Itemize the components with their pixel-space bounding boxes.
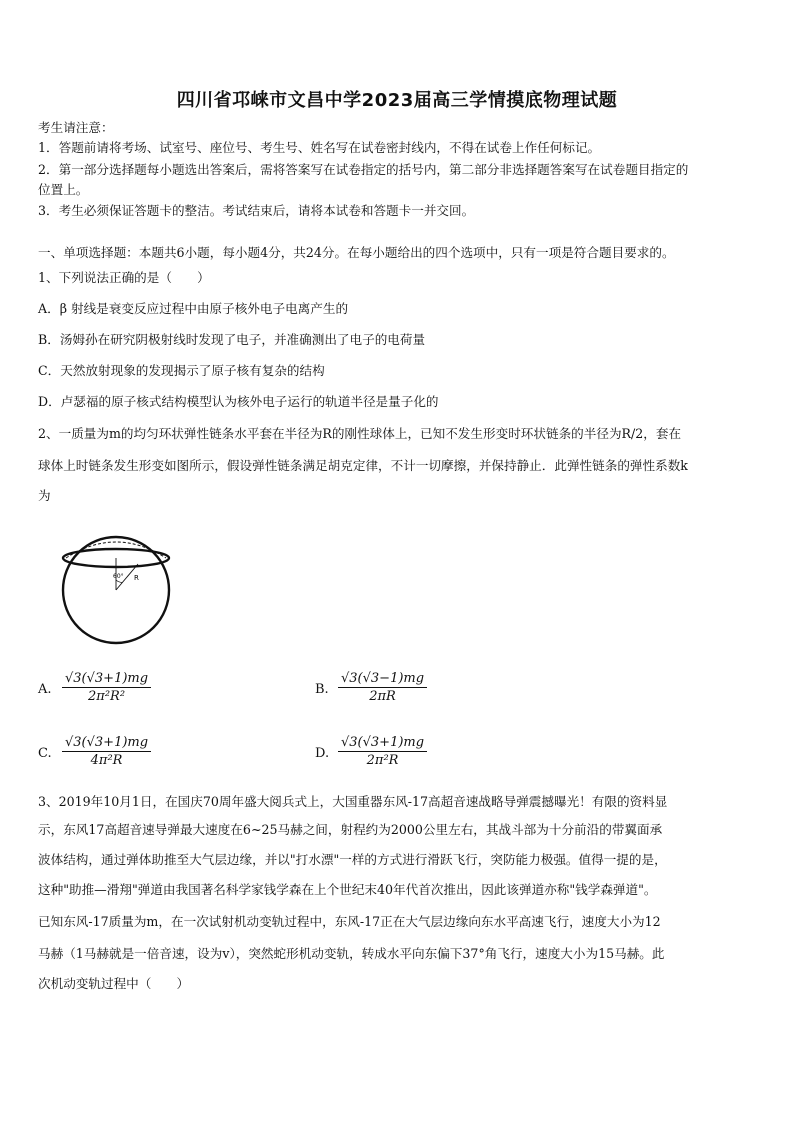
- exam-title: 四川省邛崃市文昌中学2023届高三学情摸底物理试题: [176, 90, 618, 111]
- fraction-numerator: √3(√3−1)mg: [338, 671, 427, 688]
- question-2-option-d-letter: D.: [315, 746, 330, 761]
- fraction-denominator: 4π²R: [90, 753, 123, 768]
- question-2-option-a-letter: A.: [38, 682, 52, 697]
- fraction-denominator: 2πR: [369, 689, 396, 704]
- question-2-option-d-fraction: [338, 735, 427, 768]
- notice-item: 2．第一部分选择题每小题选出答案后，需将答案写在试卷指定的括号内，第二部分非选择题答案写在试卷题目指定的: [38, 162, 689, 177]
- question-2-option-c-letter: C.: [38, 746, 52, 761]
- notice-heading: 考生请注意：: [38, 120, 114, 135]
- fraction-numerator: √3(√3+1)mg: [338, 735, 427, 752]
- question-2-stem: 2、一质量为m的均匀环状弹性链条水平套在半径为R的刚性球体上，已知不发生形变时环状链条的半径为R/2，套在: [38, 426, 682, 441]
- question-1-option-c: C．天然放射现象的发现揭示了原子核有复杂的结构: [38, 363, 325, 378]
- radius-label: R: [134, 574, 139, 582]
- section-heading: 一、单项选择题：本题共6小题，每小题4分，共24分。在每小题给出的四个选项中，只有一项是符合题目要求的。: [38, 245, 675, 260]
- fraction-numerator: √3(√3+1)mg: [62, 735, 151, 752]
- question-2-option-c-fraction: [62, 735, 151, 768]
- angle-arc: [116, 580, 123, 583]
- notice-item: 3．考生必须保证答题卡的整洁。考试结束后，请将本试卷和答题卡一并交回。: [38, 203, 475, 218]
- question-2-stem: 球体上时链条发生形变如图所示，假设弹性链条满足胡克定律，不计一切摩擦，并保持静止．此弹性链条的弹性系数k: [38, 458, 688, 473]
- question-2-option-b-fraction: [338, 671, 427, 704]
- fraction-numerator: √3(√3+1)mg: [62, 671, 151, 688]
- notice-item: 位置上。: [38, 182, 89, 197]
- angle-label: 60°: [113, 573, 124, 580]
- fraction-denominator: 2π²R: [366, 753, 399, 768]
- question-1-option-b: B．汤姆孙在研究阴极射线时发现了电子，并准确测出了电子的电荷量: [38, 332, 426, 347]
- question-3-paragraph: 次机动变轨过程中（ ）: [38, 976, 190, 991]
- question-3-paragraph: 示，东风17高超音速导弹最大速度在6~25马赫之间，射程约为2000公里左右，其战斗部为十分前沿的带翼面承: [38, 822, 663, 837]
- question-3-paragraph: 波体结构，通过弹体助推至大气层边缘，并以"打水漂"一样的方式进行滑跃飞行，突防能力极强。值得一提的是，: [38, 852, 667, 867]
- question-2-option-a-fraction: [62, 671, 151, 704]
- question-3-paragraph: 这种"助推—滑翔"弹道由我国著名科学家钱学森在上个世纪末40年代首次推出，因此该弹道亦称"钱学森弹道"。: [38, 882, 657, 897]
- question-3-paragraph: 3、2019年10月1日，在国庆70周年盛大阅兵式上，大国重器东风-17高超音速战略导弹震撼曝光！有限的资料显: [38, 794, 668, 809]
- question-2-option-b-letter: B.: [315, 682, 329, 697]
- question-3-paragraph: 已知东风-17质量为m，在一次试射机动变轨过程中，东风-17正在大气层边缘向东水平高速飞行，速度大小为12: [38, 914, 661, 929]
- notice-item: 1．答题前请将考场、试室号、座位号、考生号、姓名写在试卷密封线内，不得在试卷上作任何标记。: [38, 140, 601, 155]
- question-1-option-d: D．卢瑟福的原子核式结构模型认为核外电子运行的轨道半径是量子化的: [38, 394, 439, 409]
- fraction-denominator: 2π²R²: [88, 689, 126, 704]
- question-1-option-a: A．β 射线是衰变反应过程中由原子核外电子电离产生的: [38, 301, 349, 316]
- question-3-paragraph: 马赫（1马赫就是一倍音速，设为v），突然蛇形机动变轨，转成水平向东偏下37°角飞行，速度大小为15马赫。此: [38, 946, 665, 961]
- question-2-stem: 为: [38, 488, 51, 503]
- sphere-chain-figure: [58, 520, 176, 646]
- question-1-stem: 1、下列说法正确的是（ ）: [38, 270, 210, 285]
